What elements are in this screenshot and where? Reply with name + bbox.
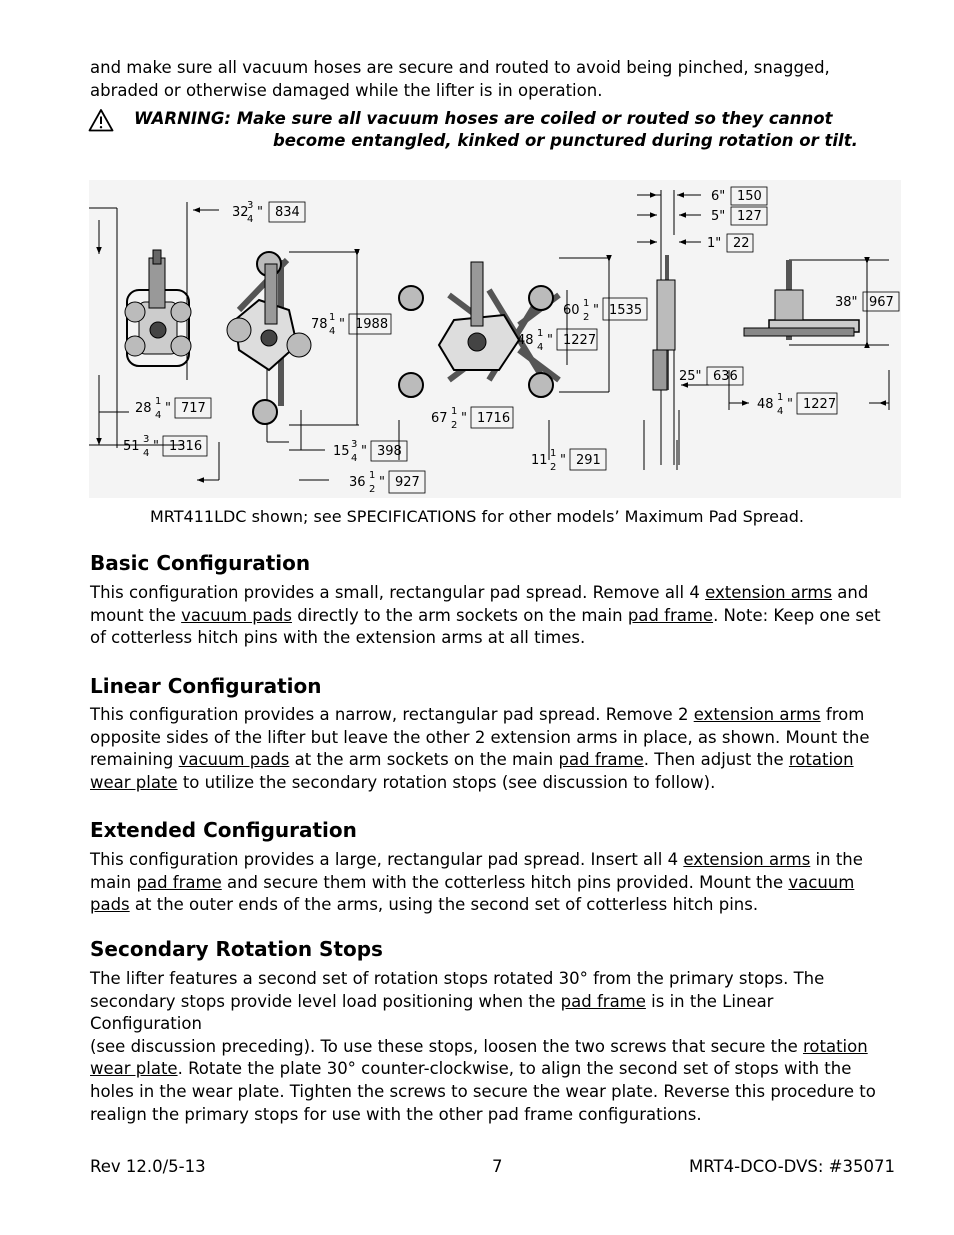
term-vacuum-pads: pads — [90, 895, 130, 915]
dim-frac-den: 4 — [155, 410, 162, 421]
text: and secure them with the cotterless hitch pins provided. Mount the — [221, 872, 789, 892]
dim-frac-den: 4 — [777, 406, 784, 417]
dim-height-linear: 78 — [311, 317, 328, 332]
dim-frac-num: 1 — [583, 298, 590, 309]
configuration-diagram — [89, 180, 901, 498]
text: . Rotate the plate 30° counter-clockwise, to align the second set of stops with the — [177, 1059, 852, 1079]
text: This configuration provides a narrow, rectangular pad spread. Remove 2 — [90, 705, 694, 724]
dim-width-basic: 32 — [232, 205, 249, 220]
dim-frac-den: 4 — [329, 326, 336, 337]
text: This configuration provides a large, rectangular pad spread. Insert all 4 — [90, 850, 684, 869]
dim-width-inner: 28 — [135, 401, 152, 416]
dim-side-height: 25" — [679, 369, 702, 384]
dim-extended-width: 67 — [431, 411, 448, 426]
text: from — [820, 705, 865, 724]
dim-frac-num: 1 — [155, 396, 162, 407]
dim-frac-den: 2 — [583, 312, 590, 323]
dim-mm: 834 — [275, 205, 300, 220]
dim-mm: 1316 — [169, 439, 203, 454]
linear-paragraph — [90, 704, 890, 794]
text: opposite sides of the lifter but leave the other 2 extension arms in place, as shown. Mount the — [90, 727, 870, 747]
dim-frac-num: 3 — [143, 434, 150, 445]
dim-mm: 1227 — [803, 397, 837, 412]
dim-mm: 636 — [713, 369, 738, 384]
text: and — [832, 583, 869, 602]
figure-caption: MRT411LDC shown; see SPECIFICATIONS for other models’ Maximum Pad Spread. — [150, 507, 804, 526]
dim-mm: 1227 — [563, 333, 597, 348]
dim-mm: 1716 — [477, 411, 511, 426]
term-pad-frame: pad frame — [560, 991, 646, 1011]
term-extension-arms: extension arms — [705, 583, 833, 602]
footer-page-number: 7 — [492, 1157, 503, 1176]
text: holes in the wear plate. Tighten the screws to secure the wear plate. Reverse this procedure to — [90, 1081, 876, 1101]
text: (see discussion preceding). To use these stops, loosen the two screws that secure the — [90, 1036, 803, 1056]
dim-front-height: 38" — [835, 295, 858, 310]
term-pad-frame: pad frame — [558, 750, 644, 770]
footer-document-id: MRT4-DCO-DVS: #35071 — [689, 1157, 895, 1176]
text: of cotterless hitch pins with the extension arms at all times. — [90, 628, 586, 648]
term-rotation-wear-plate: rotation — [802, 1036, 868, 1056]
dim-inch: " — [165, 401, 171, 416]
dim-inch: " — [257, 205, 263, 220]
text: main — [90, 872, 137, 892]
dim-inch: " — [461, 411, 467, 426]
dim-inch: " — [560, 453, 566, 468]
basic-paragraph — [90, 582, 890, 650]
dim-frac-num: 1 — [329, 312, 336, 323]
dim-frac-num: 1 — [537, 328, 544, 339]
dim-tilt-depth: 11 — [531, 453, 548, 468]
side-view-drawing — [637, 190, 709, 465]
dim-side-top: 6" — [711, 189, 726, 204]
heading-linear-configuration: Linear Configuration — [90, 674, 322, 698]
term-rotation-wear-plate: rotation — [788, 750, 854, 770]
dim-frac-den: 4 — [143, 448, 150, 459]
term-rotation-wear-plate: wear plate — [90, 772, 178, 792]
footer-revision: Rev 12.0/5-13 — [90, 1157, 206, 1176]
front-view-drawing — [729, 260, 889, 410]
intro-line: abraded or otherwise damaged while the lifter is in operation. — [90, 80, 603, 100]
term-rotation-wear-plate: wear plate — [90, 1059, 178, 1079]
warning-line: WARNING: Make sure all vacuum hoses are coiled or routed so they cannot — [134, 109, 833, 128]
dim-inner-height: 48 — [517, 333, 534, 348]
intro-line: and make sure all vacuum hoses are secure and routed to avoid being pinched, snagged, — [90, 58, 830, 77]
dim-mm: 717 — [181, 401, 206, 416]
dim-mm: 927 — [395, 475, 420, 490]
text: remaining — [90, 750, 179, 770]
dim-frac-den: 2 — [550, 462, 557, 473]
text: in the — [810, 850, 863, 869]
dim-inch: " — [547, 333, 553, 348]
dim-mm: 967 — [869, 295, 894, 310]
text: secondary stops provide level load positioning when the — [90, 991, 561, 1011]
text: at the outer ends of the arms, using the second set of cotterless hitch pins. — [129, 895, 759, 915]
dim-inch: " — [153, 439, 159, 454]
dim-frac-den: 4 — [247, 214, 254, 225]
extended-lifter-drawing — [399, 258, 677, 470]
dim-frac-num: 3 — [247, 200, 254, 211]
text: The lifter features a second set of rotation stops rotated 30° from the primary stops. The — [90, 969, 825, 988]
term-extension-arms: extension arms — [683, 850, 811, 869]
heading-secondary-rotation-stops: Secondary Rotation Stops — [90, 937, 383, 961]
secondary-paragraph — [90, 968, 890, 1126]
dim-inch: " — [339, 317, 345, 332]
dim-pad-offset: 15 — [333, 444, 350, 459]
term-extension-arms: extension arms — [693, 705, 821, 724]
term-pad-frame: pad frame — [627, 605, 714, 625]
dim-width-outer: 51 — [123, 439, 140, 454]
dim-mm: 127 — [737, 209, 762, 224]
heading-extended-configuration: Extended Configuration — [90, 818, 357, 842]
dim-frac-den: 4 — [537, 342, 544, 353]
dim-frac-num: 1 — [777, 392, 784, 403]
term-vacuum-pads: vacuum — [788, 872, 855, 892]
dim-side-bottom: 1" — [707, 236, 722, 251]
extended-paragraph — [90, 849, 890, 917]
dim-front-width: 48 — [757, 397, 774, 412]
text: at the arm sockets on the main — [289, 750, 559, 770]
warning-line: become entangled, kinked or punctured during rotation or tilt. — [273, 131, 858, 150]
warning-triangle-icon — [88, 108, 114, 132]
text: realign the primary stops for use with the other pad frame configurations. — [90, 1104, 702, 1124]
dim-inch: " — [593, 303, 599, 318]
heading-basic-configuration: Basic Configuration — [90, 551, 311, 575]
intro-paragraph — [90, 57, 890, 102]
dim-height-extended: 60 — [563, 303, 580, 318]
term-vacuum-pads: vacuum pads — [178, 750, 290, 770]
dim-mm: 22 — [733, 236, 750, 251]
dim-frac-num: 1 — [550, 448, 557, 459]
dim-inch: " — [787, 397, 793, 412]
text: mount the — [90, 605, 182, 625]
dim-mm: 150 — [737, 189, 762, 204]
term-vacuum-pads: vacuum pads — [181, 605, 292, 625]
dim-frac-num: 1 — [451, 406, 458, 417]
lifter-configurations-drawing — [89, 180, 901, 498]
text: . Note: Keep one set — [713, 605, 881, 625]
dim-mm: 291 — [576, 453, 601, 468]
text: directly to the arm sockets on the main — [291, 605, 628, 625]
dim-mm: 1535 — [609, 303, 643, 318]
dim-inch: " — [361, 444, 367, 459]
dim-frac-den: 2 — [369, 484, 376, 495]
text: . Then adjust the — [643, 750, 789, 770]
dim-mm: 398 — [377, 444, 402, 459]
dim-mm: 1988 — [355, 317, 389, 332]
dim-linear-width: 36 — [349, 475, 366, 490]
text: is in the Linear Configuration — [90, 991, 774, 1034]
dim-frac-den: 4 — [351, 453, 358, 464]
dim-frac-den: 2 — [451, 420, 458, 431]
dim-frac-num: 1 — [369, 470, 376, 481]
text: This configuration provides a small, rectangular pad spread. Remove all 4 — [90, 583, 706, 602]
dim-side-mid: 5" — [711, 209, 726, 224]
dim-inch: " — [379, 475, 385, 490]
text: to utilize the secondary rotation stops (see discussion to follow). — [177, 772, 716, 792]
dim-frac-num: 3 — [351, 439, 358, 450]
term-pad-frame: pad frame — [136, 872, 222, 892]
